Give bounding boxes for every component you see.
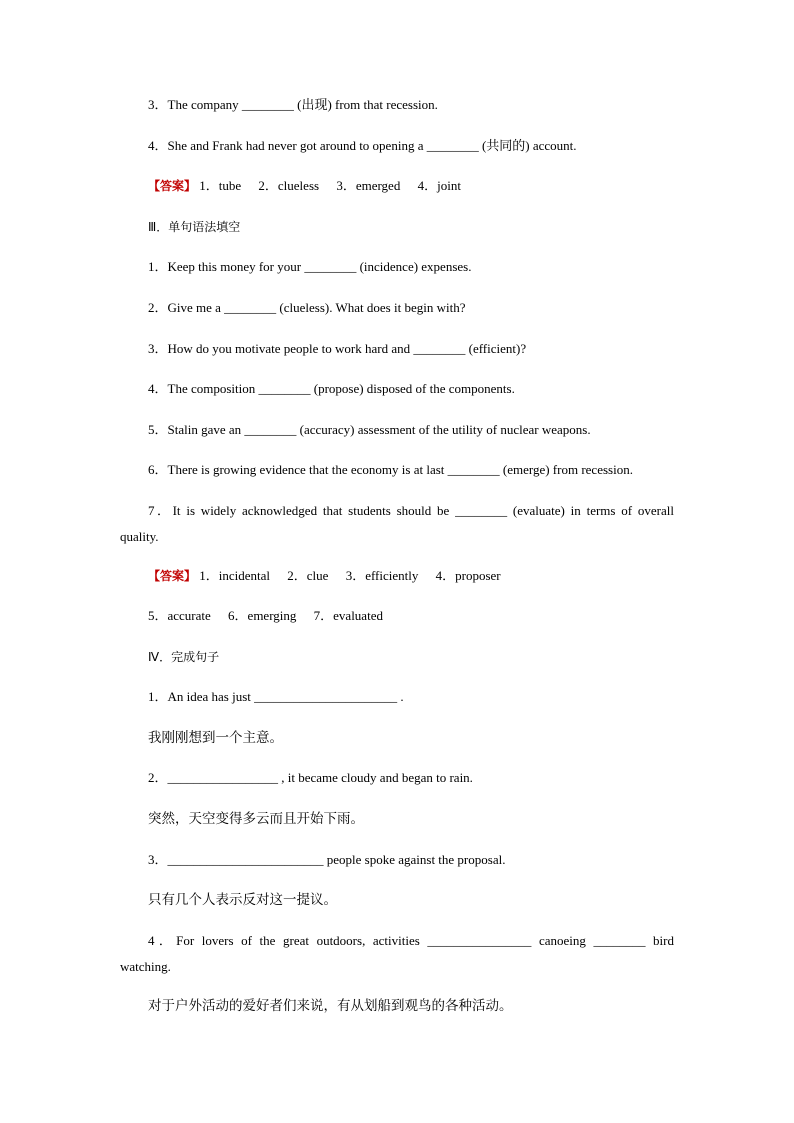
answer-item: 3．emerged — [336, 178, 401, 193]
answer-label: 【答案】 — [148, 569, 197, 583]
s3-question-5: 5．Stalin gave an ________ (accuracy) assessment of the utility of nuclear weapons. — [148, 422, 591, 437]
s3-question-2: 2．Give me a ________ (clueless). What does it begin with? — [148, 300, 466, 315]
section-4-title: Ⅳ．完成句子 — [148, 650, 220, 664]
answer-item: 4．proposer — [435, 568, 501, 583]
s4-question-3-translation: 只有几个人表示反对这一提议。 — [148, 892, 337, 908]
s3-question-6: 6．There is growing evidence that the economy is at last ________ (emerge) from recession. — [148, 462, 633, 477]
s4-question-3: 3．________________________ people spoke against the proposal. — [148, 852, 506, 867]
answer-item: 2．clue — [287, 568, 329, 583]
s3-question-4: 4．The composition ________ (propose) disposed of the components. — [148, 381, 515, 396]
answer-item: 2．clueless — [258, 178, 320, 193]
s3-question-7-line1: 7．It is widely acknowledged that students should be ________ (evaluate) in terms of overall — [148, 503, 674, 518]
s4-question-4-line1: 4．For lovers of the great outdoors, activities ________________ canoeing ________ bird — [148, 933, 674, 948]
s2-question-4: 4．She and Frank had never got around to opening a ________ (共同的) account. — [148, 138, 577, 153]
answer-item: 7．evaluated — [313, 608, 383, 623]
answer-item: 6．emerging — [228, 608, 297, 623]
s2-answer-row — [148, 178, 461, 194]
s4-question-4-translation: 对于户外活动的爱好者们来说，有从划船到观鸟的各种活动。 — [148, 998, 513, 1014]
s3-question-1: 1．Keep this money for your ________ (incidence) expenses. — [148, 259, 472, 274]
section-3-title: Ⅲ．单句语法填空 — [148, 220, 241, 234]
answer-item: 1．incidental — [199, 568, 271, 583]
s3-question-3: 3．How do you motivate people to work hard and ________ (efficient)? — [148, 341, 527, 356]
s4-question-4-line2: watching. — [120, 959, 171, 974]
answer-item: 1．tube — [199, 178, 242, 193]
answer-item: 3．efficiently — [345, 568, 419, 583]
s4-question-2: 2．_________________ , it became cloudy and began to rain. — [148, 770, 473, 785]
s3-answer-row-1 — [148, 568, 501, 584]
answer-item: 4．joint — [417, 178, 461, 193]
s4-question-1-translation: 我刚刚想到一个主意。 — [148, 730, 283, 746]
s3-question-7-line2: quality. — [120, 529, 159, 544]
s3-answer-row-2 — [148, 608, 383, 624]
answer-label: 【答案】 — [148, 179, 197, 193]
s2-question-3: 3．The company ________ (出现) from that recession. — [148, 97, 438, 112]
s4-question-2-translation: 突然，天空变得多云而且开始下雨。 — [148, 811, 364, 827]
s4-question-1: 1．An idea has just ______________________ . — [148, 689, 404, 704]
answer-item: 5．accurate — [148, 608, 211, 623]
